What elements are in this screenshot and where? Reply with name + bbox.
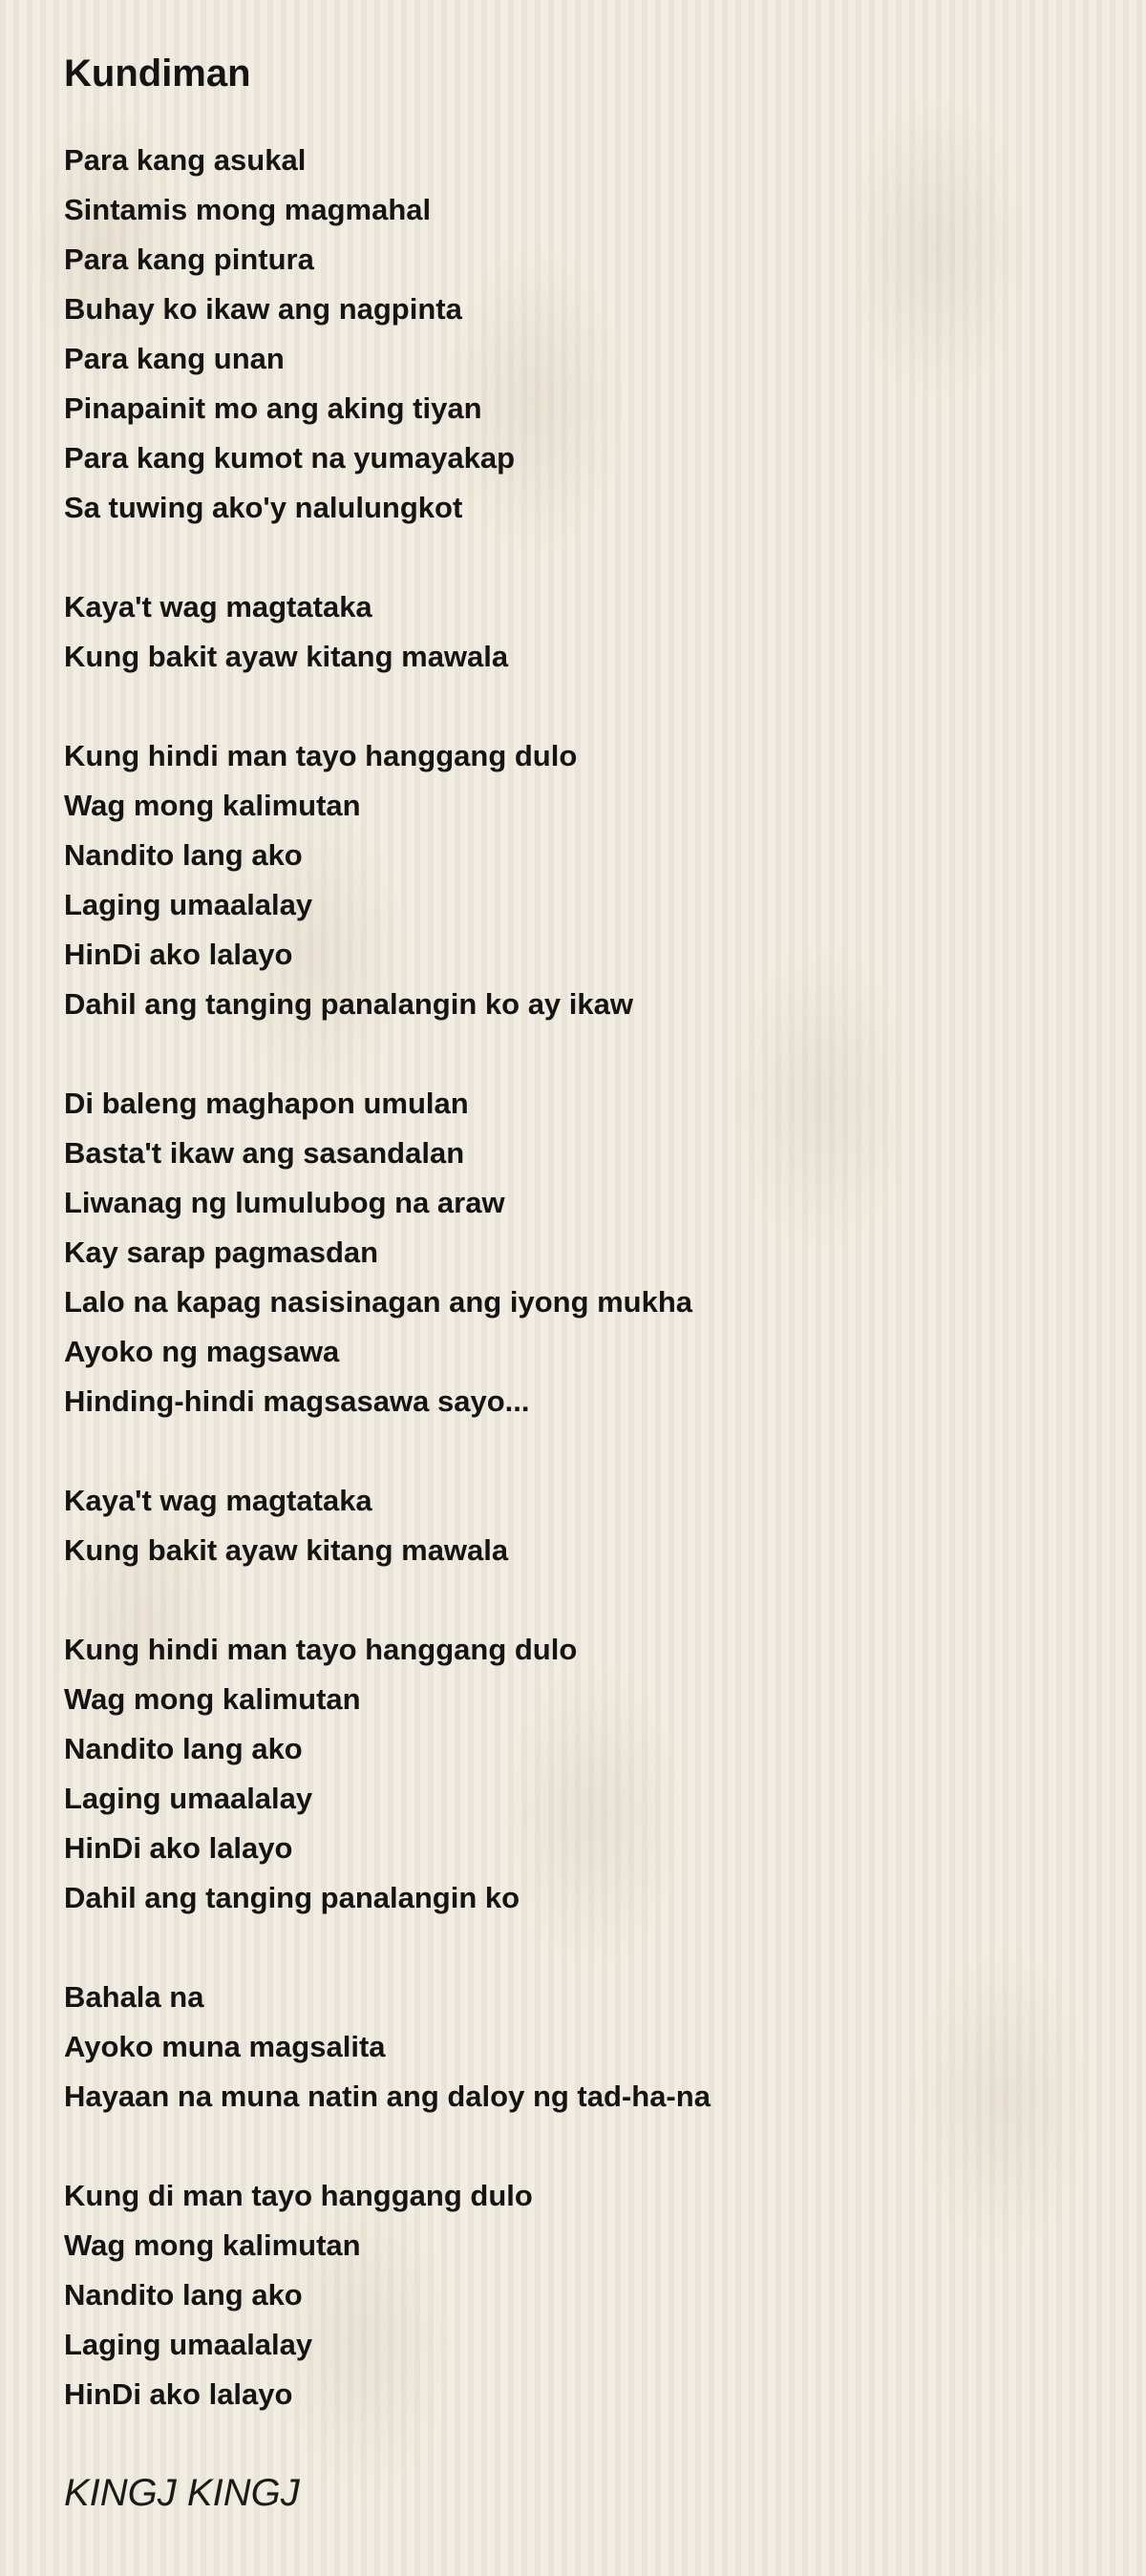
poem-line: Kay sarap pagmasdan xyxy=(64,1235,379,1269)
poem-line: Hinding-hindi magsasawa sayo... xyxy=(64,1384,530,1418)
poem-line: Laging umaalalay xyxy=(64,888,313,921)
poem-line: Para kang unan xyxy=(64,342,285,375)
poem-line: Nandito lang ako xyxy=(64,838,303,872)
poem-line: Wag mong kalimutan xyxy=(64,789,361,822)
poem-line: Dahil ang tanging panalangin ko xyxy=(64,1881,520,1914)
poem-line: Nandito lang ako xyxy=(64,1732,303,1765)
poem-line: Pinapainit mo ang aking tiyan xyxy=(64,391,482,425)
poem-line: Para kang kumot na yumayakap xyxy=(64,441,516,475)
poem-card xyxy=(64,46,1095,2517)
poem-line: Buhay ko ikaw ang nagpinta xyxy=(64,292,462,326)
poem-line: Kung hindi man tayo hanggang dulo xyxy=(64,1633,578,1666)
poem-line: Lalo na kapag nasisinagan ang iyong mukha xyxy=(64,1285,693,1319)
poem-line: Laging umaalalay xyxy=(64,2328,313,2361)
poem-body xyxy=(64,136,1095,2419)
poem-line: Wag mong kalimutan xyxy=(64,1682,361,1716)
poem-line: Sintamis mong magmahal xyxy=(64,193,432,226)
poem-line: Kung bakit ayaw kitang mawala xyxy=(64,1533,509,1567)
poem-stanza xyxy=(64,582,1095,682)
poem-stanza xyxy=(64,1625,1095,1923)
poem-line: Di baleng maghapon umulan xyxy=(64,1087,469,1120)
poem-stanza xyxy=(64,1079,1095,1426)
poem-line: Laging umaalalay xyxy=(64,1782,313,1815)
poem-line: HinDi ako lalayo xyxy=(64,938,293,971)
poem-author: KINGJ KINGJ xyxy=(64,2472,300,2514)
poem-line: Para kang asukal xyxy=(64,143,307,177)
poem-line: Para kang pintura xyxy=(64,243,314,276)
poem-line: Ayoko ng magsawa xyxy=(64,1335,340,1368)
poem-line: Kung di man tayo hanggang dulo xyxy=(64,2179,533,2212)
poem-line: Dahil ang tanging panalangin ko ay ikaw xyxy=(64,987,633,1021)
poem-line: Kaya't wag magtataka xyxy=(64,1484,372,1517)
poem-line: Wag mong kalimutan xyxy=(64,2228,361,2262)
poem-title: Kundiman xyxy=(64,53,251,95)
poem-stanza xyxy=(64,731,1095,1029)
poem-line: Basta't ikaw ang sasandalan xyxy=(64,1136,465,1170)
poem-stanza xyxy=(64,2171,1095,2419)
poem-line: Sa tuwing ako'y nalulungkot xyxy=(64,491,463,524)
poem-stanza xyxy=(64,1973,1095,2122)
poem-line: Kung hindi man tayo hanggang dulo xyxy=(64,739,578,772)
poem-line: Nandito lang ako xyxy=(64,2278,303,2312)
poem-stanza xyxy=(64,136,1095,533)
poem-line: Bahala na xyxy=(64,1980,204,2014)
poem-line: HinDi ako lalayo xyxy=(64,1831,293,1865)
poem-line: Liwanag ng lumulubog na araw xyxy=(64,1186,505,1219)
poem-line: Hayaan na muna natin ang daloy ng tad-ha-na xyxy=(64,2080,711,2113)
poem-line: Ayoko muna magsalita xyxy=(64,2030,386,2063)
poem-line: HinDi ako lalayo xyxy=(64,2377,293,2411)
poem-line: Kaya't wag magtataka xyxy=(64,590,372,623)
poem-line: Kung bakit ayaw kitang mawala xyxy=(64,640,509,673)
poem-stanza xyxy=(64,1476,1095,1575)
